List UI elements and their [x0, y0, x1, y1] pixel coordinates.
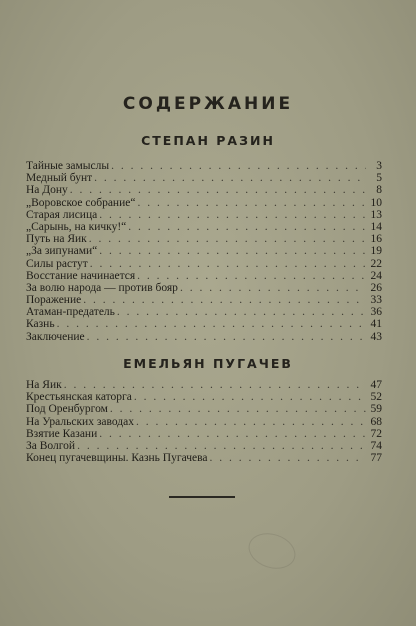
dot-leader	[134, 391, 366, 403]
toc-entry	[26, 184, 382, 196]
toc-entry-title: Казнь	[26, 318, 55, 331]
toc-entry-page: 13	[370, 208, 382, 221]
toc-entry	[26, 331, 382, 343]
closing-rule	[169, 496, 235, 498]
dot-leader	[89, 233, 366, 245]
toc-entry-page: 74	[370, 439, 382, 452]
toc-entry	[26, 270, 382, 282]
toc-entry-title: Заключение	[26, 330, 85, 343]
dot-leader	[180, 282, 366, 294]
toc-entry-title: Атаман-предатель	[26, 306, 115, 319]
toc-entry-page: 43	[370, 330, 382, 343]
toc-entry-page: 47	[370, 379, 382, 391]
toc-entry-title: Путь на Яик	[26, 233, 87, 246]
toc-entry	[26, 403, 382, 415]
dot-leader	[111, 160, 366, 172]
dot-leader	[90, 258, 366, 270]
toc-entry-page: 16	[370, 233, 382, 246]
toc-entry-page: 68	[370, 415, 382, 428]
dot-leader	[137, 270, 366, 282]
dot-leader	[99, 428, 366, 440]
toc-entry-title: Медный бунт	[26, 172, 93, 185]
toc-entry-title: На Дону	[26, 184, 68, 197]
toc-list-razin	[26, 160, 382, 343]
section-heading-pugachev: ЕМЕЛЬЯН ПУГАЧЕВ	[123, 356, 293, 371]
toc-entry	[26, 197, 382, 209]
toc-entry-page: 10	[370, 196, 382, 209]
toc-entry	[26, 306, 382, 318]
toc-entry-title: На Уральских заводах	[26, 415, 134, 428]
dot-leader	[209, 452, 366, 464]
toc-entry-title: Тайные замыслы	[26, 160, 110, 172]
toc-entry-page: 52	[370, 391, 382, 404]
toc-entry-page: 8	[376, 184, 382, 197]
toc-entry	[26, 428, 382, 440]
library-stamp	[244, 527, 300, 574]
toc-entry-page: 36	[370, 306, 382, 319]
toc-entry-page: 22	[370, 257, 382, 270]
toc-entry-page: 26	[370, 281, 382, 294]
toc-entry-title: За волю народа — против бояр	[26, 281, 178, 294]
toc-entry-title: „Сарынь, на кичку!“	[26, 220, 127, 233]
toc-entry-title: „За зипунами“	[26, 245, 98, 258]
toc-list-pugachev	[26, 379, 382, 464]
toc-entry	[26, 245, 382, 257]
dot-leader	[99, 209, 366, 221]
toc-entry-title: Старая лисица	[26, 208, 98, 221]
dot-leader	[57, 318, 366, 330]
toc-entry	[26, 233, 382, 245]
toc-entry-page: 19	[370, 245, 382, 258]
toc-entry-page: 3	[376, 160, 382, 172]
dot-leader	[137, 197, 366, 209]
dot-leader	[136, 416, 366, 428]
toc-entry-page: 59	[370, 403, 382, 416]
dot-leader	[64, 379, 366, 391]
toc-entry-title: „Воровское собрание“	[26, 196, 136, 209]
section-heading-razin: СТЕПАН РАЗИН	[141, 133, 275, 148]
toc-entry-page: 24	[370, 269, 382, 282]
toc-entry-title: Силы растут	[26, 257, 88, 270]
page-title: СОДЕРЖАНИЕ	[122, 94, 294, 114]
toc-entry-title: На Яик	[26, 379, 62, 391]
dot-leader	[70, 184, 366, 196]
toc-entry	[26, 440, 382, 452]
toc-entry-title: Восстание начинается	[26, 269, 136, 282]
toc-entry-page: 41	[370, 318, 382, 331]
dot-leader	[110, 403, 366, 415]
toc-entry-page: 14	[370, 220, 382, 233]
toc-entry-page: 33	[370, 294, 382, 307]
toc-entry-title: Поражение	[26, 294, 82, 307]
toc-entry-title: За Волгой	[26, 439, 76, 452]
toc-entry	[26, 172, 382, 184]
dot-leader	[83, 294, 366, 306]
toc-entry	[26, 258, 382, 270]
dot-leader	[87, 331, 366, 343]
toc-entry	[26, 452, 382, 464]
toc-entry-title: Крестьянская каторга	[26, 391, 132, 404]
toc-entry	[26, 391, 382, 403]
toc-entry-title: Взятие Казани	[26, 427, 98, 440]
dot-leader	[77, 440, 366, 452]
toc-entry-title: Конец пугачевщины. Казнь Пугачева	[26, 452, 208, 465]
toc-entry-title: Под Оренбургом	[26, 403, 108, 416]
toc-entry	[26, 318, 382, 330]
toc-entry	[26, 282, 382, 294]
toc-entry-page: 77	[370, 452, 382, 465]
dot-leader	[99, 245, 366, 257]
toc-entry	[26, 294, 382, 306]
toc-entry	[26, 221, 382, 233]
toc-entry	[26, 160, 382, 172]
toc-entry	[26, 379, 382, 391]
toc-entry-page: 72	[370, 427, 382, 440]
dot-leader	[94, 172, 366, 184]
toc-entry	[26, 416, 382, 428]
toc-entry-page: 5	[376, 172, 382, 185]
dot-leader	[117, 306, 366, 318]
dot-leader	[128, 221, 366, 233]
toc-entry	[26, 209, 382, 221]
